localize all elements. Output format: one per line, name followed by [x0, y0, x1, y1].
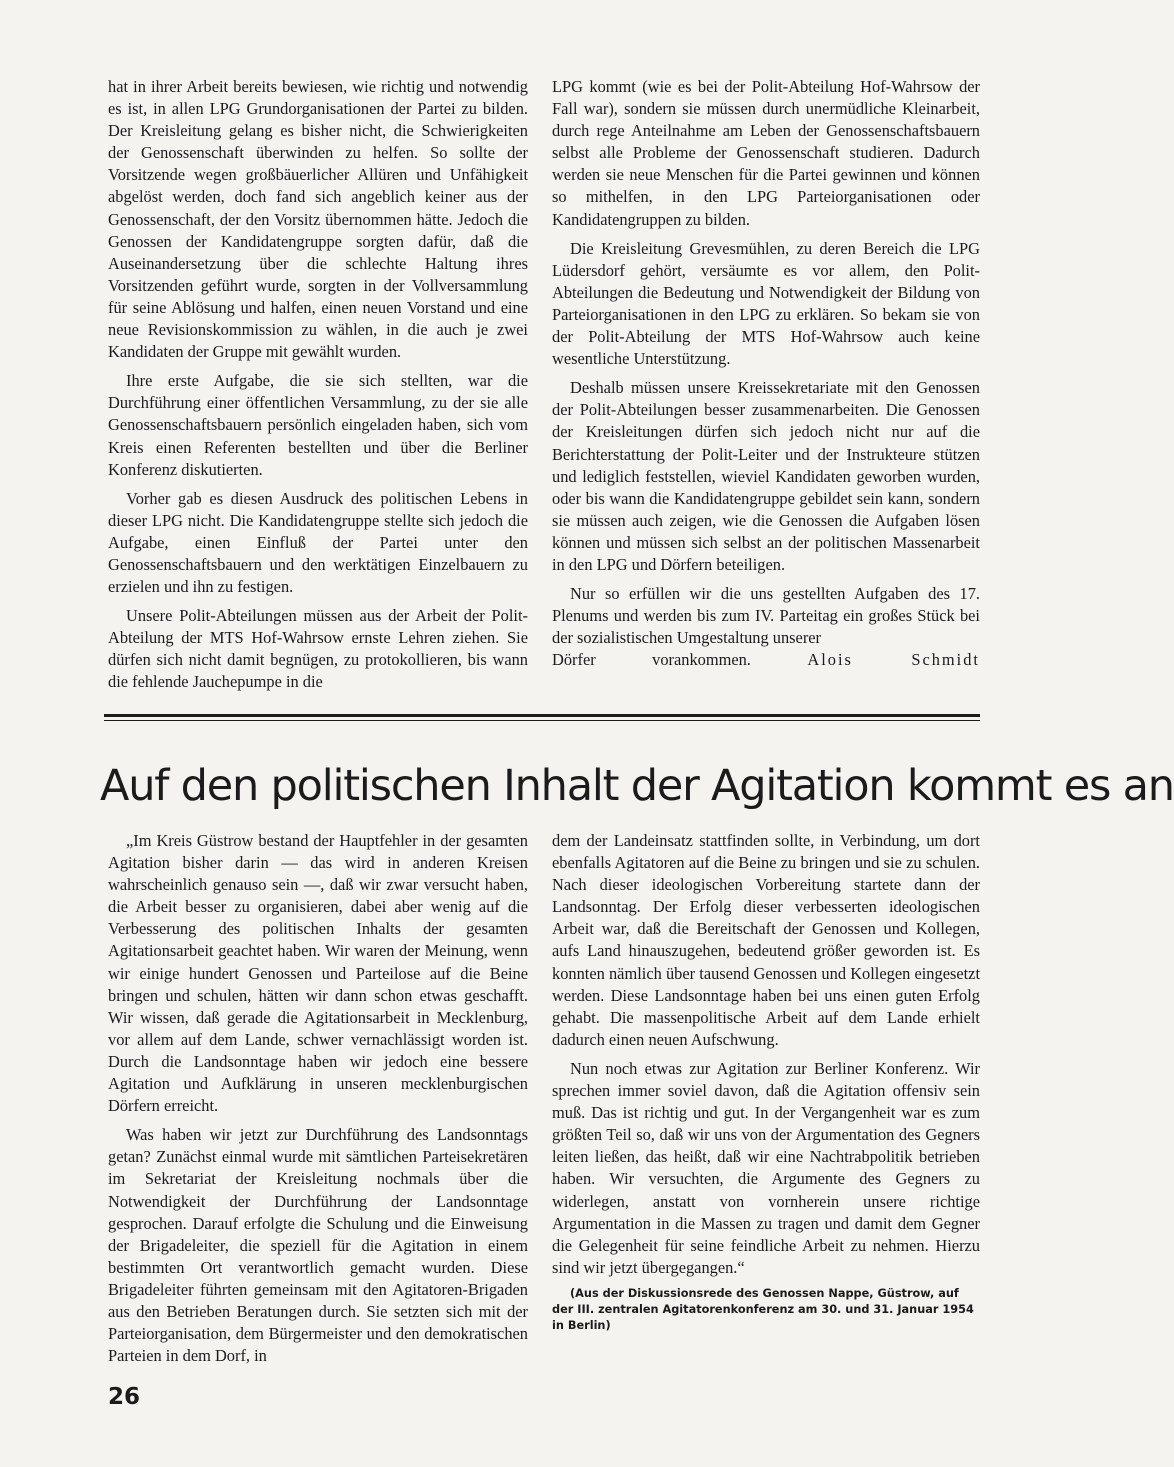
bottom-article-left-column	[108, 830, 528, 1374]
article-headline: Auf den politischen Inhalt der Agitation kommt es an	[100, 761, 1174, 811]
paragraph: Was haben wir jetzt zur Durchführung des Landsonntags getan? Zunächst einmal wurde mit sämtlichen Parteisekretären im Sekretariat der Kreisleitung nochmals über die Notwendigkeit der Durchführung der Landsonntage gesprochen. Darauf erfolgte die Schulung und die Einweisung der Brigadeleiter, die speziell für die Agitation in einem bestimmten Ort verantwortlich gemacht wurden. Diese Brigadeleiter führten gemeinsam mit den Agitatoren-Brigaden aus den Betrieben Beratungen durch. Sie setzten sich mit der Parteiorganisation, dem Bürgermeister und den demokratischen Parteien in dem Dorf, in	[108, 1125, 528, 1366]
paragraph: hat in ihrer Arbeit bereits bewiesen, wie richtig und notwendig es ist, in allen LPG Grundorganisationen der Partei zu bilden. Der Kreisleitung gelang es bisher nicht, die Schwierigkeiten der Genossenschaft überwinden zu helfen. So sollte der Vorsitzende wegen großbäuerlicher Allüren und Unfähigkeit abgelöst werden, doch fand sich angeblich keiner aus der Genossenschaft, der den Vorsitz übernommen hätte. Jedoch die Genossen der Kandidatengruppe sorgten dafür, daß die Auseinandersetzung über die schlechte Haltung ihres Vorsitzenden geführt wurde, sorgten in der Vollversammlung für seine Ablösung und halfen, einen neuen Vorstand und eine neue Revisionskommission zu wählen, in die auch je zwei Kandidaten der Gruppe mit gewählt wurden.	[108, 77, 528, 362]
section-divider	[104, 714, 980, 717]
paragraph: Ihre erste Aufgabe, die sie sich stellten, war die Durchführung einer öffentlichen Versammlung, zu der sie alle Genossenschaftsbauern persönlich eingeladen haben, sich vom Kreis einen Referenten bestellten und über die Berliner Konferenz diskutierten.	[108, 371, 528, 479]
top-article-right-column	[552, 76, 980, 678]
paragraph: Unsere Polit-Abteilungen müssen aus der Arbeit der Polit-Abteilung der MTS Hof-Wahrsow ernste Lehren ziehen. Sie dürfen sich nicht damit begnügen, zu protokollieren, bis wann die fehlende Jauchepumpe in die	[108, 606, 528, 692]
signature-line	[552, 649, 980, 671]
bottom-article-right-column	[552, 830, 980, 1341]
paragraph: LPG kommt (wie es bei der Polit-Abteilung Hof-Wahrsow der Fall war), sondern sie müssen durch unermüdliche Kleinarbeit, durch rege Anteilnahme am Leben der Genossenschaftsbauern selbst alle Probleme der Genossenschaft studieren. Dadurch werden sie neue Menschen für die Partei gewinnen und können so mithelfen, in den LPG Parteiorganisationen oder Kandidatengruppen zu bilden.	[552, 77, 980, 229]
paragraph: Vorher gab es diesen Ausdruck des politischen Lebens in dieser LPG nicht. Die Kandidatengruppe stellte sich jedoch die Aufgabe, einen Einfluß der Partei unter den Genossenschaftsbauern und den werktätigen Einzelbauern zu erzielen und ihn zu festigen.	[108, 488, 528, 597]
paragraph: Die Kreisleitung Grevesmühlen, zu deren Bereich die LPG Lüdersdorf gehört, versäumte es vor allem, den Polit-Abteilungen die Bedeutung und Notwendigkeit der Bildung von Parteiorganisationen in den LPG zu erklären. So bekam sie von der Polit-Abteilung der MTS Hof-Wahrsow auch keine wesentliche Unterstützung.	[552, 238, 980, 369]
closing-words: Dörfer vorankommen.	[552, 650, 751, 670]
paragraph: Nun noch etwas zur Agitation zur Berliner Konferenz. Wir sprechen immer soviel davon, daß die Agitation offensiv sein muß. Das ist richtig und gut. In der Vergangenheit war es zum größten Teil so, daß wir uns von der Argumentation des Gegners leiten ließen, das heißt, daß wir eine Nachtrabpolitik betrieben haben. Wir versuchten, die Argumente des Gegners zu widerlegen, anstatt von vornherein unsere richtige Argumentation in die Massen zu tragen und damit dem Gegner die Gelegenheit für seine feindliche Arbeit zu nehmen. Hierzu sind wir jetzt übergegangen.“	[552, 1058, 980, 1277]
paragraph: „Im Kreis Güstrow bestand der Hauptfehler in der gesamten Agitation bisher darin — das wird in anderen Kreisen wahrscheinlich genauso sein —, daß wir zwar versucht haben, die Arbeit besser zu organisieren, dabei aber wenig auf die Verbesserung des politischen Inhalts der gesamten Agitationsarbeit geachtet haben. Wir waren der Meinung, wenn wir einige hundert Genossen und Parteilose auf die Beine bringen und schulen, hätten wir dann schon etwas geschafft. Wir wissen, daß gerade die Agitationsarbeit in Mecklenburg, vor allem auf dem Lande, schwer vernachlässigt worden ist. Durch die Landsonntage haben wir jedoch eine bessere Agitation und Aufklärung in unseren mecklenburgischen Dörfern erreicht.	[108, 831, 528, 1116]
paragraph: dem der Landeinsatz stattfinden sollte, in Verbindung, um dort ebenfalls Agitatoren auf die Beine zu bringen und sie zu schulen. Nach dieser ideologischen Vorbereitung startete dann der Landsonntag. Der Erfolg dieser verbesserten ideologischen Arbeit war, daß die Bereitschaft der Genossen und Kollegen, aufs Land hinauszugehen, bedeutend größer geworden ist. Es konnten nämlich über tausend Genossen und Kollegen eingesetzt werden. Diese Landsonntage haben bei uns einen guten Erfolg gehabt. Die massenpolitische Arbeit auf dem Lande erhielt dadurch einen neuen Aufschwung.	[552, 831, 980, 1049]
page-number: 26	[108, 1384, 141, 1410]
section-divider-thin	[104, 720, 980, 721]
paragraph: Nur so erfüllen wir die uns gestellten Aufgaben des 17. Plenums und werden bis zum IV. Parteitag ein großes Stück bei der sozialistischen Umgestaltung unserer	[552, 584, 980, 648]
top-article-left-column	[108, 76, 528, 701]
paragraph: Deshalb müssen unsere Kreissekretariate mit den Genossen der Polit-Abteilungen besser zusammenarbeiten. Die Genossen der Kreisleitungen dürfen sich jedoch nicht nur auf die Berichterstattung der Polit-Leiter und der Instrukteure stützen und lediglich feststellen, wieviel Kandidaten geworben wurden, oder bis wann die Kandidatengruppe gebildet sein kann, sondern sie müssen auch zeigen, wie die Genossen die Aufgaben lösen können und müssen sich selbst an der politischen Massenarbeit in den LPG und Dörfern beteiligen.	[552, 378, 980, 574]
author-name: Alois Schmidt	[807, 650, 980, 670]
source-note: (Aus der Diskussionsrede des Genossen Nappe, Güstrow, auf der III. zentralen Agitatorenkonferenz am 30. und 31. Januar 1954 in Berlin)	[552, 1286, 974, 1332]
